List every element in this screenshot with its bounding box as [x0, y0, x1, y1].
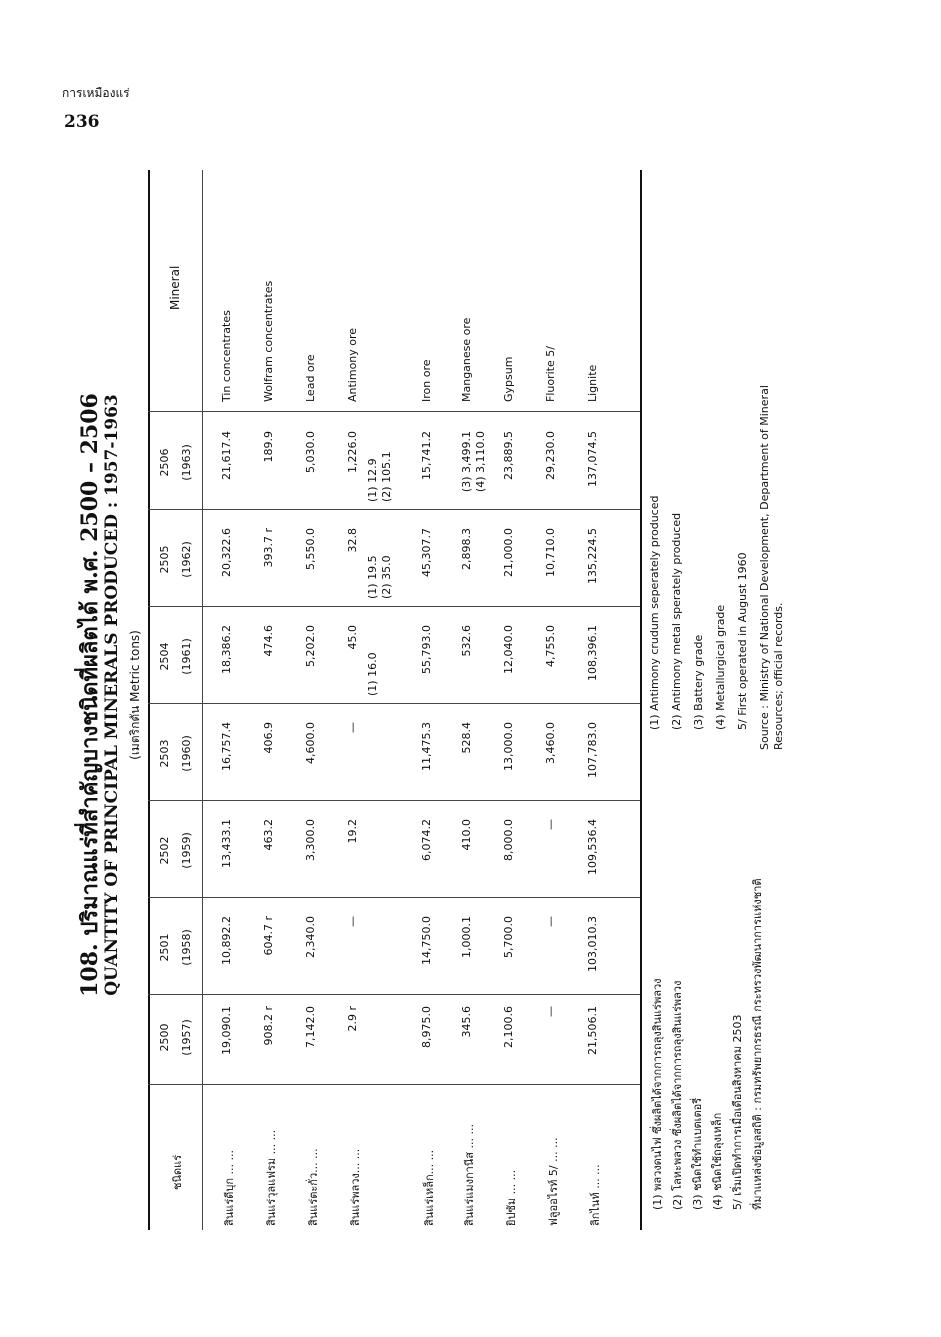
row-thai-name: สินแร่ดีบุก ... ... [223, 1150, 236, 1226]
table-cell: 463.2 [262, 819, 275, 851]
footnote-english: Resources; official records. [772, 602, 785, 750]
table-cell: — [544, 819, 557, 830]
column-header-be: 2505 [158, 545, 171, 574]
table-cell: 14,750.0 [420, 916, 433, 965]
table-cell: 10,892.2 [220, 916, 233, 965]
table-cell: 2.9 r [346, 1006, 359, 1032]
title-thai: 108. ปริมาณแร่ที่สำคัญบางชนิดที่ผลิตได้ พ.ศ. 2500 – 2506 [77, 393, 103, 997]
table-subcell: (1) 19.5 (2) 35.0 [366, 555, 393, 599]
table-cell: 19,090.1 [220, 1006, 233, 1055]
section-header: การเหมืองแร่ [62, 86, 130, 100]
table-cell: 4,755.0 [544, 625, 557, 667]
table-cell: 135,224.5 [586, 528, 599, 584]
table-cell: 532.6 [460, 625, 473, 657]
table-subcell: (1) 12.9 (2) 105.1 [366, 451, 393, 502]
table-cell: 5,202.0 [304, 625, 317, 667]
table-bottom-rule [640, 170, 642, 1230]
row-english-name: Iron ore [420, 359, 433, 402]
footnote-english: (2) Antimony metal sperately produced [670, 512, 683, 730]
title-english: QUANTITY OF PRINCIPAL MINERALS PRODUCED : 1957-1963 [102, 394, 122, 996]
table-cell: 137,074.5 [586, 431, 599, 487]
table-cell: 20,322.6 [220, 528, 233, 577]
english-mineral-header: Mineral [168, 265, 182, 310]
table-cell: (3) 3,499.1 (4) 3,110.0 [460, 431, 487, 493]
table-cell: 474.6 [262, 625, 275, 657]
column-header-ce: (1963) [180, 444, 193, 481]
table-cell: 12,040.0 [502, 625, 515, 674]
column-header-be: 2502 [158, 836, 171, 865]
column-header-ce: (1961) [180, 638, 193, 675]
page-number: 236 [64, 112, 100, 132]
row-thai-name: ยิปซัม ... ... [505, 1169, 518, 1226]
table-cell: 55,793.0 [420, 625, 433, 674]
column-header-be: 2501 [158, 933, 171, 962]
row-thai-name: สินแร่เหล็ก... ... [423, 1149, 436, 1226]
table-cell: 13,433.1 [220, 819, 233, 868]
table-cell: 16,757.4 [220, 722, 233, 771]
table-cell: — [544, 1006, 557, 1017]
table-cell: 32.8 [346, 528, 359, 553]
rotated-table-page [60, 140, 850, 1250]
footnote-thai: (3) ชนิดใช้ทำแบตเตอรี่ [691, 1097, 704, 1210]
row-thai-name: สินแร่พลวง... ... [349, 1148, 362, 1226]
table-cell: 189.9 [262, 431, 275, 463]
table-cell: 406.9 [262, 722, 275, 754]
column-header-ce: (1960) [180, 735, 193, 772]
table-cell: 8,000.0 [502, 819, 515, 861]
thai-mineral-header: ชนิดแร่ [171, 1154, 184, 1190]
table-cell: 108,396.1 [586, 625, 599, 681]
table-cell: — [544, 916, 557, 927]
table-cell: 6,074.2 [420, 819, 433, 861]
row-english-name: Antimony ore [346, 327, 359, 402]
row-thai-name: สินแร่ตะกั่ว... ... [307, 1148, 320, 1226]
table-top-rule [148, 170, 150, 1230]
table-cell: 2,340.0 [304, 916, 317, 958]
table-cell: 103,010.3 [586, 916, 599, 972]
table-cell: 393.7 r [262, 528, 275, 568]
column-header-be: 2506 [158, 448, 171, 477]
table-cell: 528.4 [460, 722, 473, 754]
row-english-name: Fluorite 5/ [544, 346, 557, 402]
table-cell: — [346, 722, 359, 733]
table-cell: 11,475.3 [420, 722, 433, 771]
footnote-thai: (1) พลวงดนไฟ ซึ่งผลิตได้จากการถลุงสินแร่พลวง [651, 978, 664, 1210]
footnote-english: (3) Battery grade [692, 634, 705, 730]
row-english-name: Wolfram concentrates [262, 280, 275, 402]
row-english-name: Tin concentrates [220, 310, 233, 402]
table-cell: 2,898.3 [460, 528, 473, 570]
footnote-thai: ที่มาแหล่งข้อมูลสถิติ : กรมทรัพยากรธรณี กระทรวงพัฒนาการแห่งชาติ [751, 878, 764, 1210]
table-cell: 1,000.1 [460, 916, 473, 958]
table-cell: 45,307.7 [420, 528, 433, 577]
table-cell: 107,783.0 [586, 722, 599, 778]
row-english-name: Lead ore [304, 354, 317, 402]
table-cell: 13,000.0 [502, 722, 515, 771]
row-thai-name: ลิกไนท์ ... ... [589, 1164, 602, 1226]
column-header-ce: (1957) [180, 1019, 193, 1056]
table-cell: 45.0 [346, 625, 359, 650]
table-cell: 109,536.4 [586, 819, 599, 875]
table-cell: 19.2 [346, 819, 359, 844]
row-english-name: Gypsum [502, 356, 515, 402]
header-divider [202, 170, 203, 1230]
table-cell: 908.2 r [262, 1006, 275, 1046]
table-cell: 410.0 [460, 819, 473, 851]
footnote-english: (4) Metallurgical grade [714, 604, 727, 730]
table-subcell: (1) 16.0 [366, 652, 379, 696]
column-header-ce: (1959) [180, 832, 193, 869]
footnote-english: (1) Antimony crudum seperately produced [648, 495, 661, 730]
column-header-be: 2504 [158, 642, 171, 671]
footnote-english: Source : Ministry of National Development, Department of Mineral [758, 385, 771, 750]
table-cell: 5,030.0 [304, 431, 317, 473]
units-label: (เมตริกตัน Metric tons) [128, 630, 142, 760]
row-thai-name: ฟลูออไรท์ 5/ ... ... [547, 1137, 560, 1226]
table-cell: 5,700.0 [502, 916, 515, 958]
table-cell: 21,000.0 [502, 528, 515, 577]
table-cell: 18,386.2 [220, 625, 233, 674]
footnote-english: 5/ First operated in August 1960 [736, 552, 749, 730]
column-divider [148, 411, 640, 412]
table-cell: 4,600.0 [304, 722, 317, 764]
row-english-name: Manganese ore [460, 317, 473, 402]
row-thai-name: สินแร่วุลแฟรม ... ... [265, 1129, 278, 1226]
column-header-be: 2500 [158, 1023, 171, 1052]
table-cell: 8,975.0 [420, 1006, 433, 1048]
footnote-thai: 5/ เริ่มเปิดทำการเมื่อเดือนสิงหาคม 2503 [731, 1014, 744, 1210]
table-cell: 2,100.6 [502, 1006, 515, 1048]
footnote-thai: (2) โลหะพลวง ซึ่งผลิตได้จากการถลุงสินแร่พลวง [671, 980, 684, 1210]
row-thai-name: สินแร่แมงกานีส ... ... [463, 1124, 476, 1226]
table-cell: 5,550.0 [304, 528, 317, 570]
table-cell: 3,460.0 [544, 722, 557, 764]
table-cell: 15,741.2 [420, 431, 433, 480]
table-cell: 604.7 r [262, 916, 275, 956]
table-cell: — [346, 916, 359, 927]
table-cell: 7,142.0 [304, 1006, 317, 1048]
table-cell: 10,710.0 [544, 528, 557, 577]
column-header-ce: (1958) [180, 929, 193, 966]
table-cell: 21,506.1 [586, 1006, 599, 1055]
table-cell: 345.6 [460, 1006, 473, 1038]
footnote-thai: (4) ชนิดใช้ถลุงเหล็ก [711, 1112, 724, 1210]
table-cell: 1,226.0 [346, 431, 359, 473]
row-english-name: Lignite [586, 364, 599, 402]
column-header-be: 2503 [158, 739, 171, 768]
column-header-ce: (1962) [180, 541, 193, 578]
table-cell: 23,889.5 [502, 431, 515, 480]
table-cell: 3,300.0 [304, 819, 317, 861]
table-cell: 21,617.4 [220, 431, 233, 480]
table-cell: 29,230.0 [544, 431, 557, 480]
